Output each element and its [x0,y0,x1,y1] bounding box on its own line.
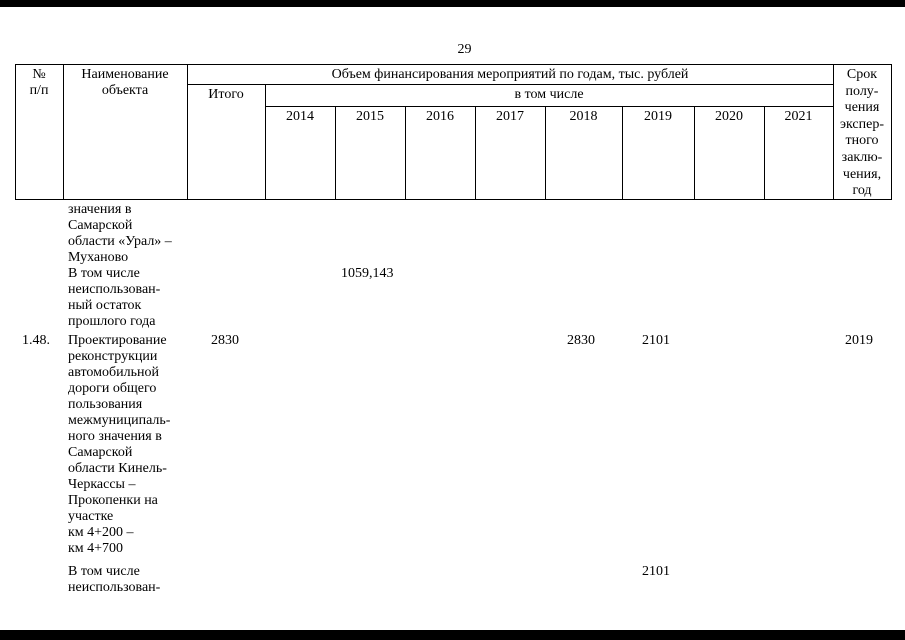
row-148-2019: 2101 [642,333,670,348]
bottom-border [0,630,905,640]
header-funding: Объем финансирования мероприятий по годам, тыс. рублей [331,67,689,82]
header-total: Итого [208,87,244,102]
header-term: Срок полу- чения экспер- тного заклю- чения, год [839,67,885,199]
page-number: 29 [457,42,472,57]
header-year-2017: 2017 [496,109,524,124]
table-header [15,64,892,200]
row-continuation-name: значения в Самарской области «Урал» – Муханово [68,202,172,265]
row-unused2-name: В том числе неиспользован- [68,564,161,595]
row-148-total: 2830 [211,333,239,348]
row-148-number: 1.48. [22,333,50,348]
header-year-2019: 2019 [644,109,672,124]
row-unused2-2019: 2101 [642,564,670,579]
header-num: № п/п [29,67,49,98]
row-148-name: Проектирование реконструкции автомобильной дороги общего пользования межмуниципаль- ного значения в Самарской области Кинель- Черкассы – Прокопенки на участке км 4+200 – км 4+700 [68,333,171,556]
row-148-2018: 2830 [567,333,595,348]
row-unused1-name: В том числе неиспользован- ный остаток прошлого года [68,266,161,329]
header-including: в том числе [514,87,584,102]
row-unused1-2015: 1059,143 [341,266,394,281]
header-year-2021: 2021 [784,109,813,124]
header-year-2014: 2014 [286,109,314,124]
header-year-2015: 2015 [356,109,384,124]
row-148-term: 2019 [845,333,873,348]
header-year-2018: 2018 [569,109,598,124]
top-border [0,0,905,7]
header-year-2016: 2016 [426,109,454,124]
header-year-2020: 2020 [715,109,743,124]
header-name: Наименование объекта [81,67,169,98]
